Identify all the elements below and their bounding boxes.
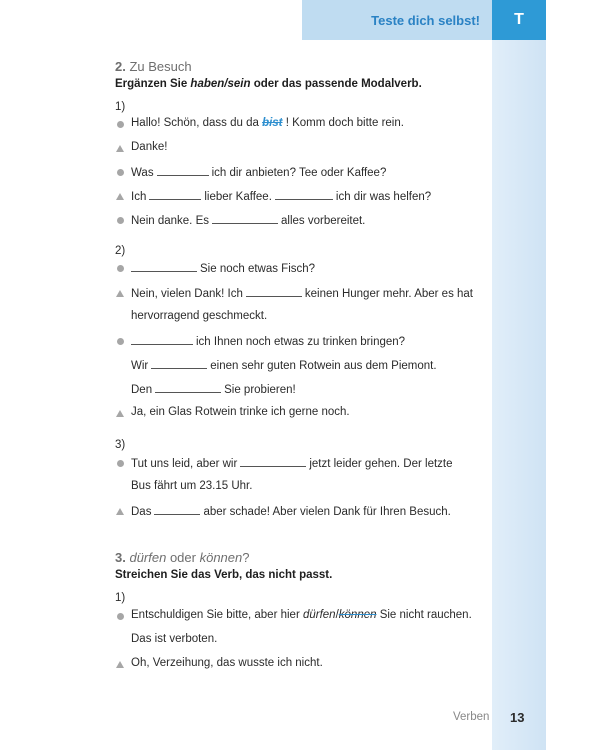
blank[interactable] [131,261,197,272]
speaker-a-bullet [117,265,124,272]
dialogue-line: Sie noch etwas Fisch? [131,261,315,275]
dialogue-line: Das ist verboten. [131,633,218,645]
dialogue-line: Wir einen sehr guten Rotwein aus dem Piemont. [131,360,437,372]
section-2-title: 2. Zu Besuch [115,59,192,74]
blank[interactable] [246,286,302,297]
speaker-a-bullet [117,169,124,176]
dialogue-line: Bus fährt um 23.15 Uhr. [131,480,253,492]
dialogue-line: Oh, Verzeihung, das wusste ich nicht. [131,657,323,669]
crossed-out-verb: können [338,609,377,621]
blank[interactable] [240,456,306,467]
speaker-b-marker [116,290,124,297]
blank[interactable] [149,189,201,200]
footer-chapter: Verben [453,711,490,723]
example-answer: bist [262,117,283,129]
section-2-instruction: Ergänzen Sie haben/sein oder das passende Modalverb. [115,78,422,90]
blank[interactable] [155,382,221,393]
section-3-title: 3. dürfen oder können? [115,550,250,565]
dialogue-line: Den Sie probieren! [131,384,296,396]
dialogue-line: Tut uns leid, aber wir jetzt leider gehen. Der letzte [131,458,453,470]
blank[interactable] [154,504,200,515]
page-edge-bar [492,0,546,750]
header-title: Teste dich selbst! [371,12,480,28]
blank[interactable] [275,189,333,200]
speaker-a-bullet [117,217,124,224]
speaker-a-bullet [117,121,124,128]
dialogue-line: Hallo! Schön, dass du da bist ! Komm doch bitte rein. [131,117,404,129]
speaker-b-marker [116,145,124,152]
dialogue-line: Ich lieber Kaffee. ich dir was helfen? [131,191,432,203]
speaker-a-bullet [117,338,124,345]
exercise-number: 2) [115,245,126,257]
speaker-b-marker [116,661,124,668]
header-tag: T [492,0,546,40]
dialogue-line: Das aber schade! Aber vielen Dank für Ihren Besuch. [131,506,451,518]
exercise-number: 1) [115,101,126,113]
blank[interactable] [131,334,193,345]
exercise-number: 1) [115,592,126,604]
dialogue-line: Ja, ein Glas Rotwein trinke ich gerne noch. [131,406,350,418]
dialogue-line: ich Ihnen noch etwas zu trinken bringen? [131,334,405,348]
blank[interactable] [212,213,278,224]
dialogue-line: Entschuldigen Sie bitte, aber hier dürfen/können Sie nicht rauchen. [131,609,472,621]
exercise-number: 3) [115,439,126,451]
dialogue-line: Danke! [131,141,168,153]
dialogue-line: hervorragend geschmeckt. [131,310,268,322]
dialogue-line: Nein danke. Es alles vorbereitet. [131,215,366,227]
speaker-a-bullet [117,613,124,620]
speaker-b-marker [116,508,124,515]
speaker-b-marker [116,193,124,200]
blank[interactable] [157,165,209,176]
speaker-b-marker [116,410,124,417]
speaker-a-bullet [117,460,124,467]
dialogue-line: Nein, vielen Dank! Ich keinen Hunger mehr. Aber es hat [131,288,474,300]
page-number: 13 [510,710,525,725]
blank[interactable] [151,358,207,369]
header-banner [302,0,492,40]
section-3-instruction: Streichen Sie das Verb, das nicht passt. [115,569,333,581]
dialogue-line: Was ich dir anbieten? Tee oder Kaffee? [131,167,387,179]
